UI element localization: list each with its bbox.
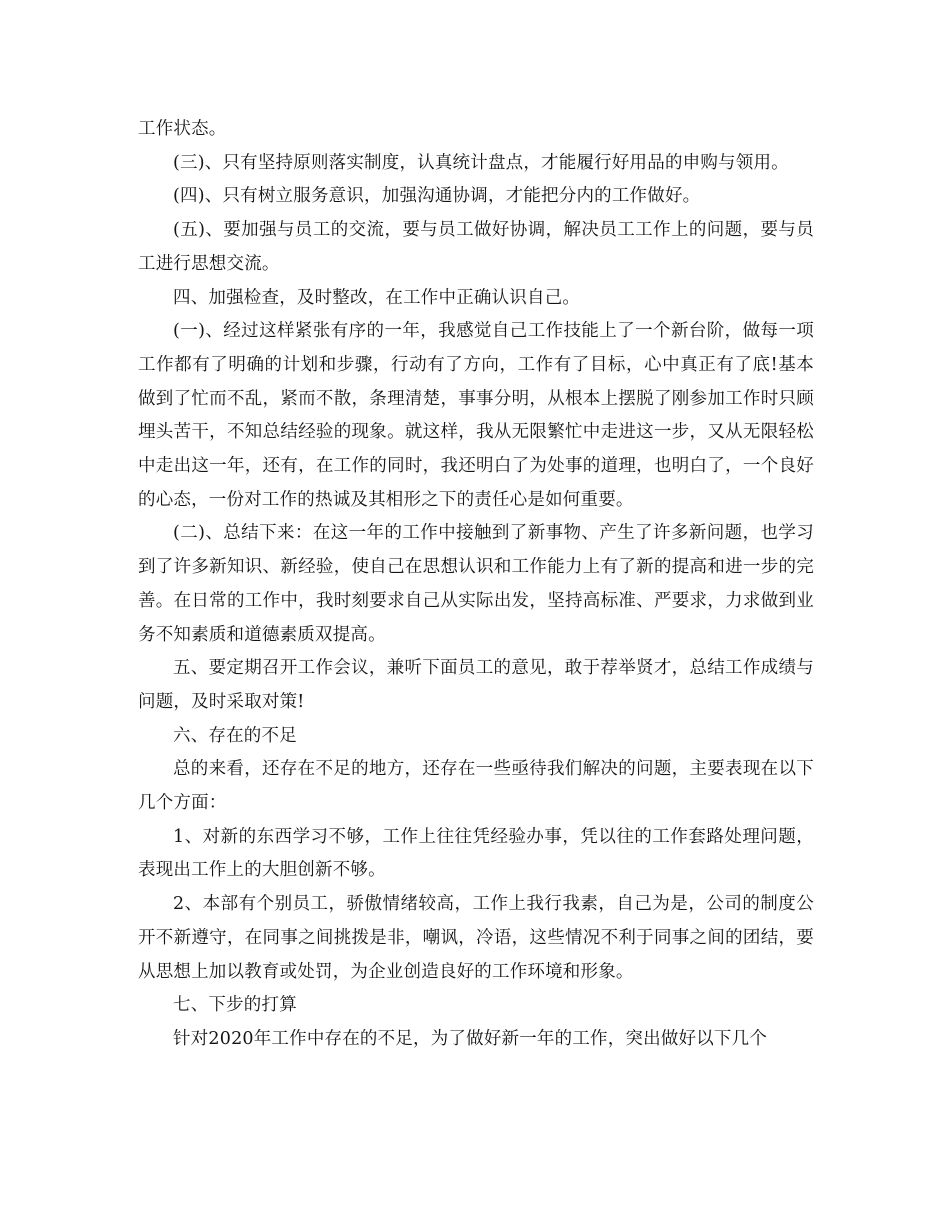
paragraph-item-4: (四)、只有树立服务意识，加强沟通协调，才能把分内的工作做好。 xyxy=(173,186,701,207)
list-item-2: 2、本部有个别员工，骄傲情绪较高，工作上我行我素，自己为是，公司的制度公开不新遵守，在同事之间挑拨是非，嘲讽，冷语，这些情况不利于同事之间的团结，要从思想上加以教育或处罚，为企业创造良好的工作环境和形象。 xyxy=(138,894,814,982)
section-heading-5: 五、要定期召开工作会议，兼听下面员工的意见，敢于荐举贤才，总结工作成绩与问题，及时采取对策! xyxy=(138,658,814,712)
paragraph-item-5: (五)、要加强与员工的交流，要与员工做好协调，解决员工工作上的问题，要与员工进行思想交流。 xyxy=(138,220,814,274)
paragraph-subitem-2: (二)、总结下来：在这一年的工作中接触到了新事物、产生了许多新问题，也学习到了许多新知识、新经验，使自己在思想认识和工作能力上有了新的提高和进一步的完善。在日常的工作中，我时刻要求自己从实际出发，坚持高标准、严要求，力求做到业务不知素质和道德素质双提高。 xyxy=(138,523,814,645)
paragraph-subitem-1: (一)、经过这样紧张有序的一年，我感觉自己工作技能上了一个新台阶，做每一项工作都有了明确的计划和步骤，行动有了方向，工作有了目标，心中真正有了底!基本做到了忙而不乱，紧而不散，条理清楚，事事分明，从根本上摆脱了刚参加工作时只顾埋头苦干，不知总结经验的现象。就这样，我从无限繁忙中走进这一步，又从无限轻松中走出这一年，还有，在工作的同时，我还明白了为处事的道理，也明白了，一个良好的心态，一份对工作的热诚及其相形之下的责任心是如何重要。 xyxy=(138,321,814,510)
section-heading-4: 四、加强检查，及时整改，在工作中正确认识自己。 xyxy=(173,287,581,308)
section-heading-6: 六、存在的不足 xyxy=(173,725,297,746)
list-item-1: 1、对新的东西学习不够，工作上往往凭经验办事，凭以往的工作套路处理问题，表现出工作上的大胆创新不够。 xyxy=(138,826,814,881)
paragraph-item-3: (三)、只有坚持原则落实制度，认真统计盘点，才能履行好用品的申购与领用。 xyxy=(173,152,789,173)
paragraph-plan: 针对2020年工作中存在的不足，为了做好新一年的工作，突出做好以下几个 xyxy=(173,1028,768,1049)
document-body xyxy=(138,113,814,1057)
paragraph-summary: 总的来看，还存在不足的地方，还存在一些亟待我们解决的问题，主要表现在以下几个方面： xyxy=(138,759,814,814)
paragraph-continuation: 工作状态。 xyxy=(138,119,227,139)
section-heading-7: 七、下步的打算 xyxy=(173,995,297,1016)
